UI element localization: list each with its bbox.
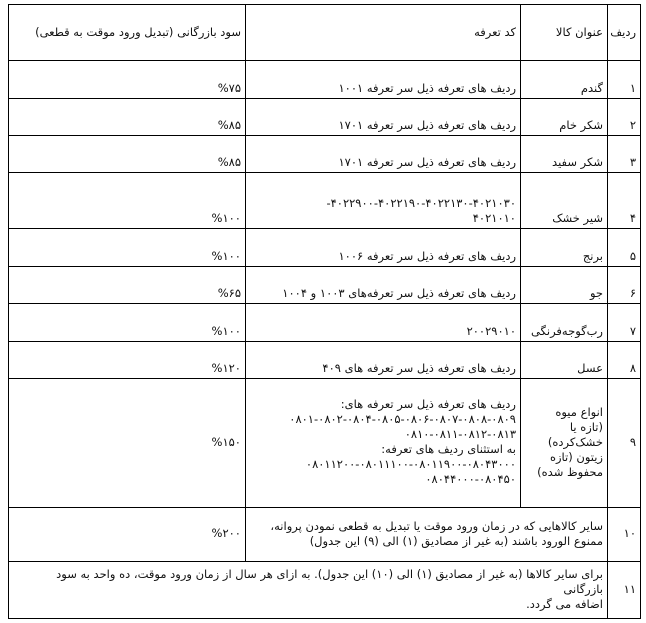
title-line: (تازه یا [569, 419, 603, 434]
table-row [9, 229, 641, 267]
code-line: به استثنای ردیف های تعرفه: [381, 442, 516, 456]
title-line: زیتون (تازه [549, 449, 603, 464]
header-index: ردیف [608, 5, 641, 61]
note-line: برای سایر کالاها (به غیر از مصادیق (۱) الی (۱۰) این جدول). به ازای هر سال از زمان ورود موقت، ده واحد به سود بازرگانی [56, 566, 603, 596]
row-description [246, 508, 608, 562]
description-line: سایر کالاهایی که در زمان ورود موقت یا تبدیل به قطعی نمودن پروانه، [270, 518, 603, 533]
row-index: ۸ [608, 342, 641, 379]
row-code: ردیف های تعرفه ذیل سر تعرفه ۱۰۰۱ [246, 61, 521, 99]
row-profit: %۸۵ [9, 99, 246, 136]
row-index: ۹ [608, 379, 641, 508]
row-code: ردیف های تعرفه ذیل سر تعرفه های ۴۰۹ [246, 342, 521, 379]
row-code [246, 379, 521, 508]
row-note [9, 562, 608, 619]
table-row [9, 342, 641, 379]
row-code: ۲۰۰۲۹۰۱۰ [246, 304, 521, 342]
commercial-profit-table [8, 4, 641, 619]
header-profit: سود بازرگانی (تبدیل ورود موقت به قطعی) [9, 5, 246, 61]
table-row [9, 61, 641, 99]
row-profit: %۷۵ [9, 61, 246, 99]
row-profit: %۱۰۰ [9, 229, 246, 267]
header-row [9, 5, 641, 61]
row-index: ۵ [608, 229, 641, 267]
row-code: ردیف های تعرفه ذیل سر تعرفه ۱۰۰۶ [246, 229, 521, 267]
row-title: جو [521, 267, 608, 304]
row-code: ردیف های تعرفه ذیل سر تعرفه‌های ۱۰۰۳ و ۱۰۰۴ [246, 267, 521, 304]
code-line: ۴۰۲۱۰۱۰ [472, 211, 516, 225]
row-index: ۴ [608, 173, 641, 229]
row-profit: %۸۵ [9, 136, 246, 173]
table-row [9, 136, 641, 173]
code-line: ردیف های تعرفه ذیل سر تعرفه های: [340, 397, 516, 411]
table-row [9, 379, 641, 508]
table-row [9, 99, 641, 136]
title-line: انواع میوه [555, 404, 603, 419]
row-index: ۱۱ [608, 562, 641, 619]
row-index: ۱ [608, 61, 641, 99]
row-title [521, 379, 608, 508]
row-title: شکر سفید [521, 136, 608, 173]
title-line: خشک‌کرده) [547, 434, 603, 449]
row-index: ۳ [608, 136, 641, 173]
header-code: کد تعرفه [246, 5, 521, 61]
row-title: رب‌گوجه‌فرنگی [521, 304, 608, 342]
title-line: محفوظ شده) [537, 464, 603, 479]
row-title: شکر خام [521, 99, 608, 136]
row-code [246, 173, 521, 229]
description-line: ممنوع الورود باشند (به غیر از مصادیق (۱) الی (۹) این جدول) [309, 533, 603, 548]
code-line: ۰۸۱۰-۰۸۱۱-۰۸۱۲-۰۸۱۳ [404, 427, 516, 441]
row-title: برنج [521, 229, 608, 267]
code-line: ۰۸۰۱-۰۸۰۲-۰۸۰۴-۰۸۰۵-۰۸۰۶-۰۸۰۷-۰۸۰۸-۰۸۰۹ [289, 412, 516, 426]
table-row [9, 304, 641, 342]
table-row [9, 267, 641, 304]
row-profit: %۱۰۰ [9, 304, 246, 342]
note-line: اضافه می گردد. [526, 596, 603, 611]
row-title: شیر خشک [521, 173, 608, 229]
table-row [9, 508, 641, 562]
row-profit: %۱۰۰ [9, 173, 246, 229]
row-code: ردیف های تعرفه ذیل سر تعرفه ۱۷۰۱ [246, 99, 521, 136]
row-index: ۱۰ [608, 508, 641, 562]
header-title: عنوان کالا [521, 5, 608, 61]
table-row [9, 562, 641, 619]
row-profit: %۱۲۰ [9, 342, 246, 379]
code-line: ۰۸۰۴۴۰۰۰-۰۸۰۴۵۰ [425, 472, 516, 486]
table-row [9, 173, 641, 229]
row-title: عسل [521, 342, 608, 379]
row-profit: %۶۵ [9, 267, 246, 304]
row-title: گندم [521, 61, 608, 99]
row-index: ۲ [608, 99, 641, 136]
row-index: ۷ [608, 304, 641, 342]
row-code: ردیف های تعرفه ذیل سر تعرفه ۱۷۰۱ [246, 136, 521, 173]
row-index: ۶ [608, 267, 641, 304]
row-profit: %۱۵۰ [9, 379, 246, 508]
code-line: ۴۰۲۲۹۰۰-۴۰۲۲۱۹۰-۴۰۲۲۱۳۰-۴۰۲۱۰۳۰- [326, 196, 516, 210]
code-line: ۰۸۰۱۱۲۰۰-۰۸۰۱۱۱۰۰-۰۸۰۱۱۹۰۰-۰۸۰۴۳۰۰۰ [305, 457, 516, 471]
row-profit: %۲۰۰ [9, 508, 246, 562]
